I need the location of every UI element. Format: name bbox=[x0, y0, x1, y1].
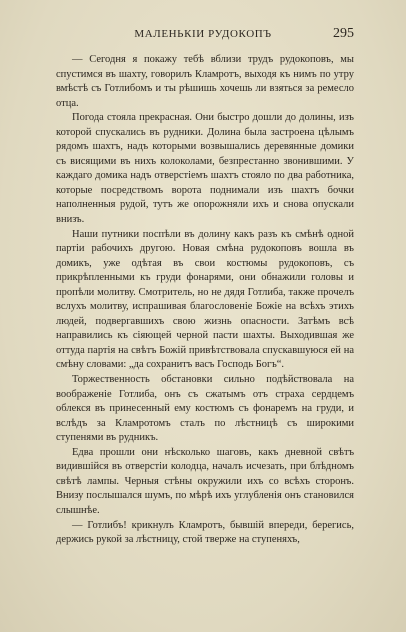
running-title: МАЛЕНЬКIИ РУДОКОПЪ bbox=[134, 28, 272, 40]
page-number: 295 bbox=[333, 26, 354, 41]
paragraph: Едва прошли они нѣсколько шаговъ, какъ дневной свѣтъ видившійся въ отверстіи колодца, началъ исчезать, при блѣдномъ свѣтѣ лампы. Черныя стѣны окружили ихъ со всѣхъ сторонъ. Внизу послышался шумъ, по мѣрѣ ихъ углубленія онъ становился слышнѣе. bbox=[56, 446, 354, 516]
page-header bbox=[0, 28, 406, 46]
paragraph: — Сегодня я покажу тебѣ вблизи трудъ рудокоповъ, мы спустимся въ шахту, говорилъ Кламротъ, выходя къ нимъ по утру вмѣстѣ съ Готлибомъ и ты рѣшишь хочешь ли взяться за ремесло отца. bbox=[56, 54, 354, 109]
paragraph: Торжественность обстановки сильно подѣйствовала на воображеніе Готлиба, онъ съ сжатымъ отъ страха сердцемъ облекся въ принесенный ему костюмъ съ фонаремъ на груди, и вслѣдъ за Кламротомъ сталъ по лѣстницѣ съ широкими ступенями въ рудникъ. bbox=[56, 374, 354, 444]
paragraph: Наши путники поспѣли въ долину какъ разъ къ смѣнѣ одной партіи рабочихъ другою. Новая смѣна рудокоповъ вошла въ домикъ, уже одѣтая въ свои костюмы рудокоповъ, съ прикрѣпленными къ груди фонарями, они обнажили головы и пропѣли молитву. Смотритель, но не дядя Готлиба, также прочелъ вслухъ молитву, испрашивая благословеніе Божіе на всѣхъ этихъ людей, подвергавшихъ свою жизнь опасности. Затѣмъ всѣ направились къ сіяющей черной пасти шахты. Выходившая же оттуда партія на свѣтъ Божій привѣтствовала спускавшуюся ей на смѣну словами: „да сохранитъ васъ Господь Богъ“. bbox=[56, 228, 354, 371]
paragraph: — Готлибъ! крикнулъ Кламротъ, бывшій впереди, берегись, держись рукой за лѣстницу, стой тверже на ступеняхъ, bbox=[56, 519, 354, 546]
paragraph: Погода стояла прекрасная. Они быстро дошли до долины, изъ которой спускались въ рудники. Долина была застроена цѣлымъ рядомъ шахтъ, надъ которыми возвышались деревянные домики съ висящими въ нихъ колоколами, безпрестанно звонившими. У каждаго домика надъ отверстіемъ шахтъ стояло по два работника, которые посредствомъ ворота поднимали изъ шахтъ бочки наполненныя рудой, тутъ же опорожняли ихъ и снова опускали внизъ. bbox=[56, 112, 354, 226]
body-text bbox=[56, 53, 354, 548]
